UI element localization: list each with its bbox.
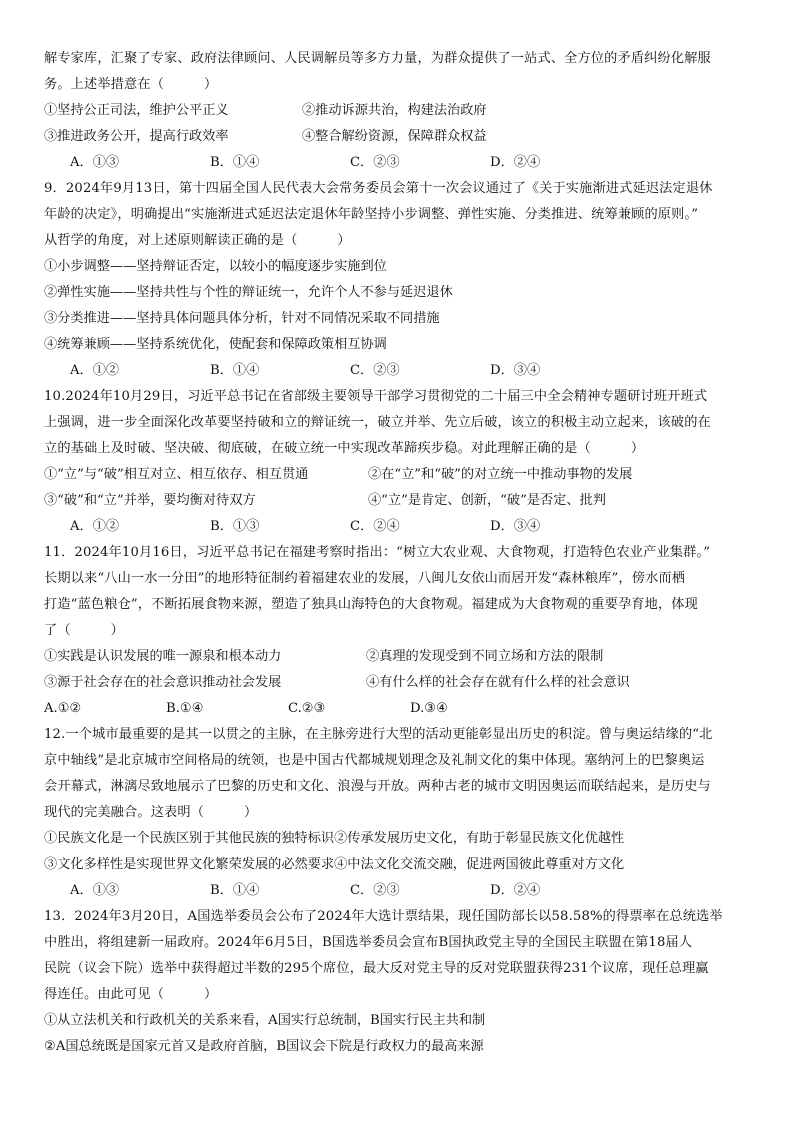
q10-option: ④“立”是肯定、创新，“破”是否定、批判: [368, 493, 606, 508]
q9-option: ②弹性实施——坚持共性与个性的辩证统一，允许个人不参与延迟退休: [44, 285, 453, 300]
q8-stem-line: 务。上述举措意在（ ）: [44, 77, 218, 92]
q10-choice-a: A．①②: [70, 519, 120, 534]
q12-stem-line: 京中轴线”是北京城市空间格局的统领，也是中国古代都城规划理念及礼制文化的集中体现。塞纳河上的巴黎奥运: [44, 753, 705, 768]
q12-choice-d: D．②④: [490, 883, 541, 898]
q10-stem-line: 10.2024年10月29日，习近平总书记在省部级主要领导干部学习贯彻党的二十届三中全会精神专题研讨班开班式: [44, 389, 708, 404]
q13-stem-line: 13．2024年3月20日，A国选举委员会公布了2024年大选计票结果，现任国防部长以58.58%的得票率在总统选举: [44, 909, 723, 924]
q13-option: ①从立法机关和行政机关的关系来看，A国实行总统制，B国实行民主共和制: [44, 1013, 486, 1028]
q11-option: ④有什么样的社会存在就有什么样的社会意识: [366, 675, 630, 690]
q9-choice-a: A．①②: [70, 363, 120, 378]
q11-option: ①实践是认识发展的唯一源泉和根本动力: [44, 649, 282, 664]
q12-option: ①民族文化是一个民族区别于其他民族的独特标识②传承发展历史文化，有助于彰显民族文化优越性: [44, 831, 625, 846]
q11-choice-d: D.③④: [410, 701, 448, 716]
q10-option: ①“立”与“破”相互对立、相互依存、相互贯通: [44, 467, 309, 482]
q11-stem-line: 长期以来“八山一水一分田”的地形特征制约着福建农业的发展，八闽儿女依山而居开发“森林粮库”，傍水而栖: [44, 571, 686, 586]
q11-stem-line: 打造“蓝色粮仓”，不断拓展食物来源，塑造了独具山海特色的大食物观。福建成为大食物观的重要孕育地，体现: [44, 597, 698, 612]
q8-option: ①坚持公正司法，维护公平正义: [44, 103, 229, 118]
question-9: [44, 176, 760, 384]
q13-stem-line: 民院（议会下院）选举中获得超过半数的295个席位，最大反对党主导的反对党联盟获得231个议席，现任总理赢: [44, 961, 709, 976]
q9-stem-line: 从哲学的角度，对上述原则解读正确的是（ ）: [44, 233, 351, 248]
q11-option: ②真理的发现受到不同立场和方法的限制: [366, 649, 604, 664]
q9-option: ③分类推进——坚持具体问题具体分析，针对不同情况采取不同措施: [44, 311, 440, 326]
q8-choice-b: B．①④: [210, 155, 260, 170]
q11-choice-b: B.①④: [166, 701, 204, 716]
q8-choice-a: A．①③: [70, 155, 120, 170]
q13-option: ②A国总统既是国家元首又是政府首脑，B国议会下院是行政权力的最高来源: [44, 1039, 484, 1054]
q13-stem-line: 中胜出，将组建新一届政府。2024年6月5日，B国选举委员会宣布B国执政党主导的全国民主联盟在第18届人: [44, 935, 693, 950]
q8-choice-d: D．②④: [490, 155, 541, 170]
q9-option: ①小步调整——坚持辩证否定，以较小的幅度逐步实施到位: [44, 259, 387, 274]
q11-choice-c: C.②③: [288, 701, 326, 716]
question-13: [44, 904, 760, 1060]
exam-page: [44, 46, 760, 1060]
question-10: [44, 384, 760, 540]
q13-stem-line: 得连任。由此可见（ ）: [44, 987, 218, 1002]
q9-stem-line: 年龄的决定》，明确提出“实施渐进式延迟法定退休年龄坚持小步调整、弹性实施、分类推进、统筹兼顾的原则。”: [44, 207, 699, 222]
q12-stem-line: 12.一个城市最重要的是其一以贯之的主脉，在主脉旁进行大型的活动更能彰显出历史的积淀。曾与奥运结缘的“北: [44, 727, 713, 742]
q12-option: ③文化多样性是实现世界文化繁荣发展的必然要求④中法文化交流交融，促进两国彼此尊重对方文化: [44, 857, 625, 872]
q10-choice-c: C．②④: [350, 519, 400, 534]
q12-choice-a: A．①③: [70, 883, 120, 898]
q8-option: ③推进政务公开，提高行政效率: [44, 129, 229, 144]
q10-stem-line: 立的基础上及时破、坚决破、彻底破，在破立统一中实现改革蹄疾步稳。对此理解正确的是（ ）: [44, 441, 645, 456]
question-12: [44, 722, 760, 904]
q12-choice-b: B．①④: [210, 883, 260, 898]
q10-choice-b: B．①③: [210, 519, 260, 534]
question-8: [44, 46, 760, 176]
q11-stem-line: 了（ ）: [44, 623, 125, 638]
q9-choice-b: B．①④: [210, 363, 260, 378]
q11-option: ③源于社会存在的社会意识推动社会发展: [44, 675, 282, 690]
q11-stem-line: 11．2024年10月16日，习近平总书记在福建考察时指出：“树立大农业观、大食物观，打造特色农业产业集群。”: [44, 545, 711, 560]
q8-option: ②推动诉源共治，构建法治政府: [302, 103, 487, 118]
q10-option: ②在“立”和“破”的对立统一中推动事物的发展: [368, 467, 633, 482]
q8-option: ④整合解纷资源，保障群众权益: [302, 129, 487, 144]
q12-stem-line: 现代的完美融合。这表明（ ）: [44, 805, 258, 820]
q8-stem-line: 解专家库，汇聚了专家、政府法律顾问、人民调解员等多方力量，为群众提供了一站式、全方位的矛盾纠纷化解服: [44, 51, 711, 66]
q12-choice-c: C．②③: [350, 883, 400, 898]
q9-stem-line: 9．2024年9月13日，第十四届全国人民代表大会常务委员会第十一次会议通过了《关于实施渐进式延迟法定退休: [44, 181, 713, 196]
q10-option: ③“破”和“立”并举，要均衡对待双方: [44, 493, 256, 508]
q8-choice-c: C．②③: [350, 155, 400, 170]
q9-option: ④统筹兼顾——坚持系统优化，使配套和保障政策相互协调: [44, 337, 387, 352]
q12-stem-line: 会开幕式，淋漓尽致地展示了巴黎的历史和文化、浪漫与开放。两种古老的城市文明因奥运而联结起来，是历史与: [44, 779, 711, 794]
q11-choice-a: A.①②: [44, 701, 82, 716]
question-11: [44, 540, 760, 722]
q10-stem-line: 上强调，进一步全面深化改革要坚持破和立的辩证统一，破立并举、先立后破，该立的积极主动立起来，该破的在: [44, 415, 711, 430]
q10-choice-d: D．③④: [490, 519, 541, 534]
q9-choice-c: C．②③: [350, 363, 400, 378]
q9-choice-d: D．③④: [490, 363, 541, 378]
